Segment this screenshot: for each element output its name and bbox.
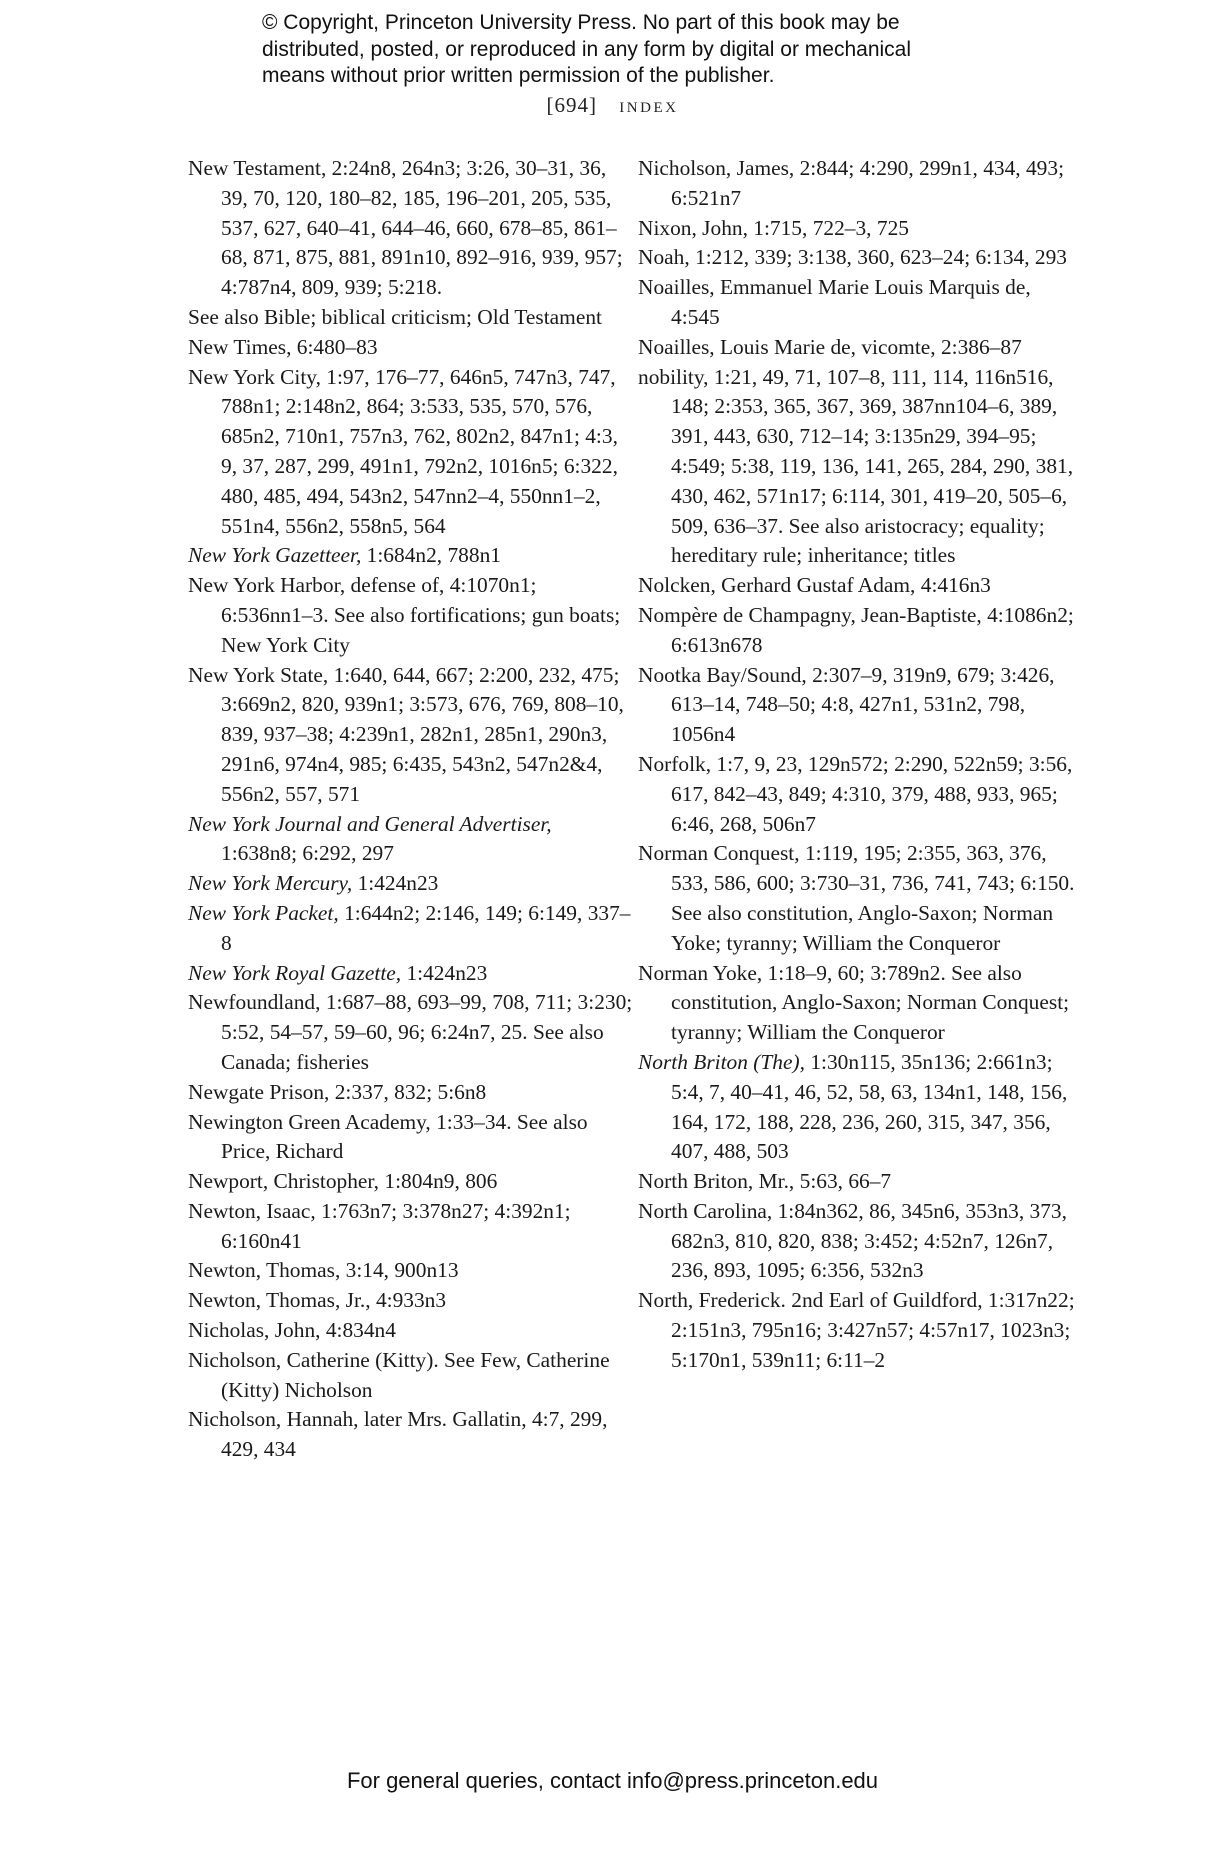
entry-text: Newfoundland, 1:687–88, 693–99, 708, 711; 3:230; 5:52, 54–57, 59–60, 96; 6:24n7, 25. See also Canada; fisheries xyxy=(188,990,633,1074)
copyright-line: means without prior written permission of the publisher. xyxy=(262,64,775,87)
entry-text: Norfolk, 1:7, 9, 23, 129n572; 2:290, 522n59; 3:56, 617, 842–43, 849; 4:310, 379, 488, 933, 965; 6:46, 268, 506n7 xyxy=(638,751,1073,836)
index-entry xyxy=(188,333,633,363)
index-entry xyxy=(638,273,1083,333)
running-head: index xyxy=(619,92,679,117)
entry-text: Nootka Bay/Sound, 2:307–9, 319n9, 679; 3:426, 613–14, 748–50; 4:8, 427n1, 531n2, 798, 1056n4 xyxy=(638,662,1055,747)
entry-text: Nicholson, Catherine (Kitty). See Few, Catherine (Kitty) Nicholson xyxy=(188,1347,610,1402)
entry-text: See also Bible; biblical criticism; Old Testament xyxy=(188,304,602,329)
index-entry xyxy=(188,363,633,542)
index-column-left xyxy=(188,154,633,1465)
copyright-notice xyxy=(262,10,1022,90)
entry-text: Nicholson, Hannah, later Mrs. Gallatin, 4:7, 299, 429, 434 xyxy=(188,1407,608,1462)
index-entry xyxy=(188,661,633,810)
entry-text: Nicholas, John, 4:834n4 xyxy=(188,1318,396,1343)
entry-text: New York State, 1:640, 644, 667; 2:200, 232, 475; 3:669n2, 820, 939n1; 3:573, 676, 769, 808–10, 839, 937–38; 4:239n1, 282n1, 285n1, 290n3, 291n6, 974n4, 985; 6:435, 543n2, 547n2&4, 556n2, 557, 571 xyxy=(188,662,624,806)
entry-text: Nolcken, Gerhard Gustaf Adam, 4:416n3 xyxy=(638,573,991,598)
index-entry xyxy=(188,988,633,1077)
entry-title: New York Royal Gazette, xyxy=(188,960,402,985)
index-entry xyxy=(638,1286,1083,1375)
entry-text: Newgate Prison, 2:337, 832; 5:6n8 xyxy=(188,1079,487,1104)
entry-text: North Carolina, 1:84n362, 86, 345n6, 353n3, 373, 682n3, 810, 820, 838; 3:452; 4:52n7, 126n7, 236, 893, 1095; 6:356, 532n3 xyxy=(638,1198,1067,1283)
index-entry xyxy=(188,1405,633,1465)
index-entry xyxy=(638,571,1083,601)
index-column-right xyxy=(638,154,1083,1376)
index-entry xyxy=(188,1316,633,1346)
copyright-line: distributed, posted, or reproduced in any form by digital or mechanical xyxy=(262,37,912,61)
index-entry xyxy=(638,601,1083,661)
entry-text: Nixon, John, 1:715, 722–3, 725 xyxy=(638,215,909,240)
index-entry xyxy=(188,959,633,989)
entry-text: Newton, Isaac, 1:763n7; 3:378n27; 4:392n1; 6:160n41 xyxy=(188,1198,571,1253)
index-entry xyxy=(188,1346,633,1406)
entry-text: Noah, 1:212, 339; 3:138, 360, 623–24; 6:134, 293 xyxy=(638,245,1067,270)
index-entry xyxy=(188,541,633,571)
index-entry xyxy=(188,1197,633,1257)
entry-title: New York Mercury, xyxy=(188,871,353,896)
index-entry xyxy=(638,839,1083,958)
index-entry xyxy=(638,333,1083,363)
entry-text: Noailles, Emmanuel Marie Louis Marquis de, 4:545 xyxy=(638,275,1031,329)
index-entry xyxy=(188,1256,633,1286)
running-header xyxy=(0,92,1225,118)
entry-text: North, Frederick. 2nd Earl of Guildford, 1:317n22; 2:151n3, 795n16; 3:427n57; 4:57n17, 1023n3; 5:170n1, 539n11; 6:11–2 xyxy=(638,1288,1075,1372)
index-entry xyxy=(638,363,1083,572)
index-entry xyxy=(638,661,1083,750)
index-entry xyxy=(638,243,1083,273)
index-entry xyxy=(638,959,1083,1048)
contact-footer: For general queries, contact info@press.princeton.edu xyxy=(346,1768,879,1793)
entry-text: New Testament, 2:24n8, 264n3; 3:26, 30–31, 36, 39, 70, 120, 180–82, 185, 196–201, 205, 535, 537, 627, 640–41, 644–46, 660, 678–85, 861–68, 871, 875, 881, 891n10, 892–916, 939, 957; 4:787n4, 809, 939; 5:218. xyxy=(188,156,623,300)
entry-text: 1:638n8; 6:292, 297 xyxy=(221,841,394,866)
index-entry xyxy=(188,571,633,660)
entry-text: Norman Conquest, 1:119, 195; 2:355, 363, 376, 533, 586, 600; 3:730–31, 736, 741, 743; 6:150. See also constitution, Anglo-Saxon; Norman Yoke; tyranny; William the Conqueror xyxy=(638,841,1075,955)
index-entry xyxy=(188,154,633,303)
index-entry xyxy=(638,154,1083,214)
entry-text: 1:644n2; 2:146, 149; 6:149, 337–8 xyxy=(221,900,631,955)
index-entry xyxy=(188,899,633,959)
entry-text: Norman Yoke, 1:18–9, 60; 3:789n2. See also constitution, Anglo-Saxon; Norman Conquest; tyranny; William the Conqueror xyxy=(638,960,1070,1045)
page-number: [694] xyxy=(546,93,598,117)
entry-text: 1:684n2, 788n1 xyxy=(366,543,501,568)
entry-text: Newport, Christopher, 1:804n9, 806 xyxy=(188,1169,498,1194)
entry-text: Nompère de Champagny, Jean-Baptiste, 4:1086n2; 6:613n678 xyxy=(638,602,1074,657)
entry-text: New York Harbor, defense of, 4:1070n1; 6:536nn1–3. See also fortifications; gun boats; New York City xyxy=(188,573,621,657)
index-entry xyxy=(188,810,633,870)
entry-text: 1:424n23 xyxy=(357,871,439,896)
entry-text: New York City, 1:97, 176–77, 646n5, 747n3, 747, 788n1; 2:148n2, 864; 3:533, 535, 570, 576, 685n2, 710n1, 757n3, 762, 802n2, 847n1; 4:3, 9, 37, 287, 299, 491n1, 792n2, 1016n5; 6:322, 480, 485, 494, 543n2, 547nn2–4, 550nn1–2, 551n4, 556n2, 558n5, 564 xyxy=(188,364,618,538)
entry-text: North Briton, Mr., 5:63, 66–7 xyxy=(638,1169,892,1194)
entry-title: New York Journal and General Advertiser, xyxy=(188,811,552,836)
index-entry xyxy=(188,869,633,899)
index-entry xyxy=(188,303,633,333)
entry-text: Newton, Thomas, Jr., 4:933n3 xyxy=(188,1288,447,1313)
index-entry xyxy=(188,1167,633,1197)
index-entry xyxy=(638,750,1083,839)
index-entry xyxy=(638,1048,1083,1167)
entry-text: 1:30n115, 35n136; 2:661n3; 5:4, 7, 40–41, 46, 52, 58, 63, 134n1, 148, 156, 164, 172, 188, 228, 236, 260, 315, 347, 356, 407, 488, 503 xyxy=(671,1049,1068,1164)
entry-text: Nicholson, James, 2:844; 4:290, 299n1, 434, 493; 6:521n7 xyxy=(638,156,1065,210)
entry-text: 1:424n23 xyxy=(406,960,488,985)
index-entry xyxy=(188,1078,633,1108)
entry-title: New York Packet, xyxy=(188,900,339,925)
entry-text: Newton, Thomas, 3:14, 900n13 xyxy=(188,1258,459,1283)
index-entry xyxy=(188,1108,633,1168)
entry-text: nobility, 1:21, 49, 71, 107–8, 111, 114, 116n516, 148; 2:353, 365, 367, 369, 387nn104–6, 389, 391, 443, 630, 712–14; 3:135n29, 394–95; 4:549; 5:38, 119, 136, 141, 265, 284, 290, 381, 430, 462, 571n17; 6:114, 301, 419–20, 505–6, 509, 636–37. See also aristocracy; equality; hereditary rule; inheritance; titles xyxy=(638,364,1074,568)
index-entry xyxy=(188,1286,633,1316)
entry-text: Noailles, Louis Marie de, vicomte, 2:386–87 xyxy=(638,334,1022,359)
index-entry xyxy=(638,1167,1083,1197)
entry-title: New York Gazetteer, xyxy=(188,543,362,568)
entry-title: North Briton (The), xyxy=(638,1049,805,1074)
index-entry xyxy=(638,214,1083,244)
entry-text: Newington Green Academy, 1:33–34. See also Price, Richard xyxy=(188,1109,588,1164)
entry-text: New Times, 6:480–83 xyxy=(188,334,378,359)
index-entry xyxy=(638,1197,1083,1286)
copyright-line: © Copyright, Princeton University Press. No part of this book may be xyxy=(262,11,900,34)
